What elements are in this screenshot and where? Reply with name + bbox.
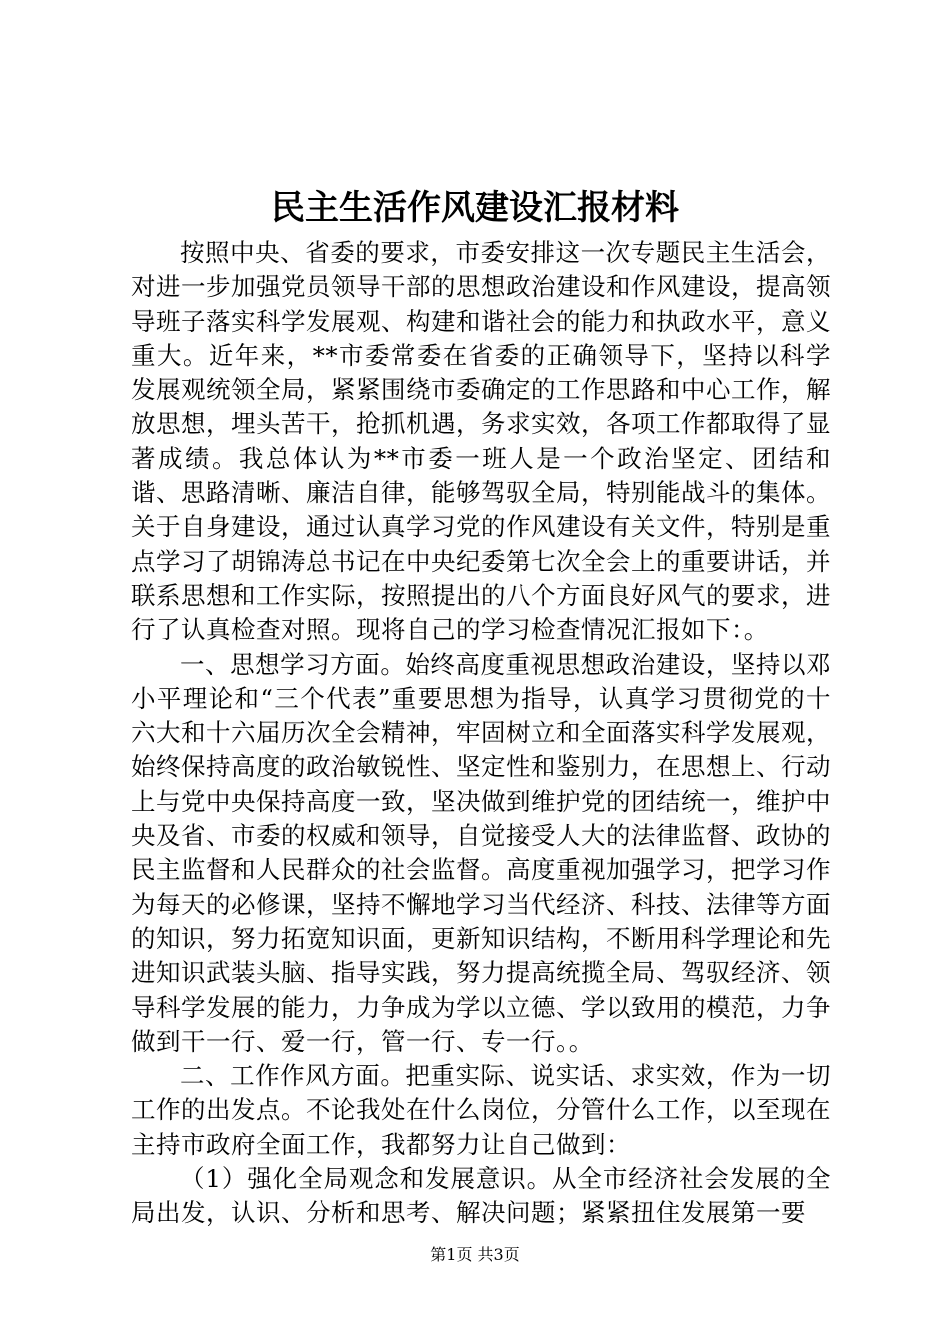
paragraph-section-1: 一、思想学习方面。始终高度重视思想政治建设，坚持以邓小平理论和“三个代表”重要思想为指导，认真学习贯彻党的十六大和十六届历次全会精神，牢固树立和全面落实科学发展观，始终保持高度的政治敏锐性、坚定性和鉴别力，在思想上、行动上与党中央保持高度一致，坚决做到维护党的团结统一，维护中央及省、市委的权威和领导，自觉接受人大的法律监督、政协的民主监督和人民群众的社会监督。高度重视加强学习，把学习作为每天的必修课，坚持不懈地学习当代经济、科技、法律等方面的知识，努力拓宽知识面，更新知识结构，不断用科学理论和先进知识武装头脑、指导实践，努力提高统揽全局、驾驭经济、领导科学发展的能力，力争成为学以立德、学以致用的模范，力争做到干一行、爱一行，管一行、专一行。。 (131, 649, 831, 1056)
document-title: 民主生活作风建设汇报材料 (271, 188, 679, 228)
document-body (131, 236, 831, 1231)
paragraph-intro: 按照中央、省委的要求，市委安排这一次专题民主生活会，对进一步加强党员领导干部的思想政治建设和作风建设，提高领导班子落实科学发展观、构建和谐社会的能力和执政水平，意义重大。近年来，**市委常委在省委的正确领导下，坚持以科学发展观统领全局，紧紧围绕市委确定的工作思路和中心工作，解放思想，埋头苦干，抢抓机遇，务求实效，各项工作都取得了显著成绩。我总体认为**市委一班人是一个政治坚定、团结和谐、思路清晰、廉洁自律，能够驾驭全局，特别能战斗的集体。关于自身建设，通过认真学习党的作风建设有关文件，特别是重点学习了胡锦涛总书记在中央纪委第七次全会上的重要讲话，并联系思想和工作实际，按照提出的八个方面良好风气的要求，进行了认真检查对照。现将自己的学习检查情况汇报如下：。 (131, 238, 831, 645)
page-footer: 第1页 共3页 (430, 1245, 520, 1264)
paragraph-item-1: （1）强化全局观念和发展意识。从全市经济社会发展的全局出发，认识、分析和思考、解决问题；紧紧扭住发展第一要 (131, 1164, 831, 1228)
paragraph-section-2: 二、工作作风方面。把重实际、说实话、求实效，作为一切工作的出发点。不论我处在什么岗位，分管什么工作，以至现在主持市政府全面工作，我都努力让自己做到： (131, 1061, 831, 1159)
